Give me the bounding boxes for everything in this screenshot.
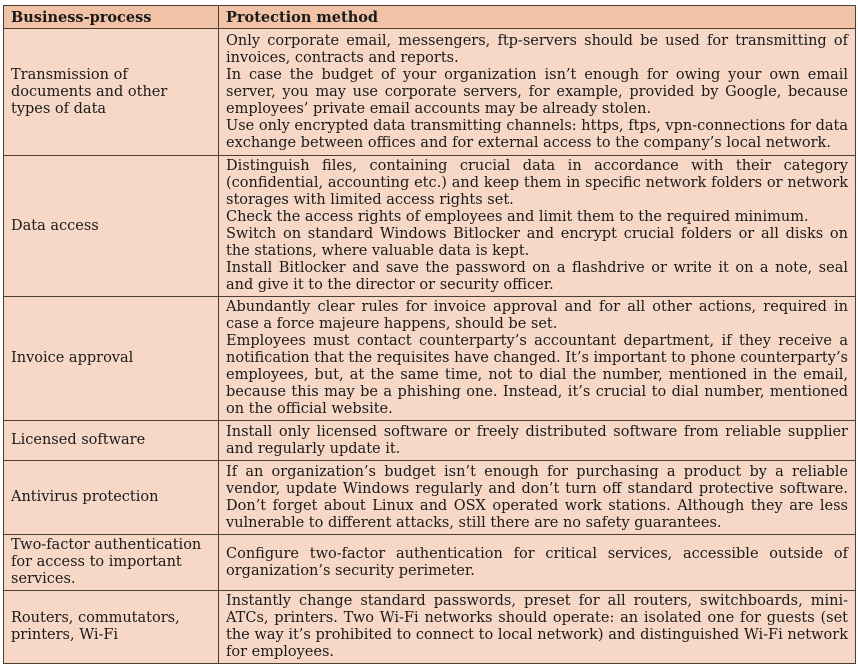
header-protection-method: Protection method <box>219 6 856 29</box>
header-business-process: Business-process <box>4 6 219 29</box>
table-row <box>4 156 856 297</box>
method-paragraph: In case the budget of your organization isn’t enough for owing your own email server, you may use corporate servers, for example, provided by Google, because employees’ private email accounts may be already stolen. <box>226 66 848 117</box>
process-cell: Two-factor authentication for access to important services. <box>4 535 219 591</box>
method-paragraph: Configure two-factor authentication for critical services, accessible outside of organization’s security perimeter. <box>226 545 848 579</box>
process-cell: Transmission of documents and other types of data <box>4 29 219 156</box>
protection-table-container <box>3 5 855 660</box>
method-cell <box>219 297 856 421</box>
table-header-row <box>4 6 856 29</box>
process-cell: Invoice approval <box>4 297 219 421</box>
method-paragraph: Abundantly clear rules for invoice approval and for all other actions, required in case a force majeure happens, should be set. <box>226 299 848 332</box>
method-paragraph: Check the access rights of employees and limit them to the required minimum. <box>226 209 809 225</box>
method-cell <box>219 461 856 535</box>
process-cell: Antivirus protection <box>4 461 219 535</box>
method-paragraph: Install only licensed software or freely distributed software from reliable supplier and regularly update it. <box>226 423 848 457</box>
table-row <box>4 461 856 535</box>
method-cell <box>219 29 856 156</box>
method-cell <box>219 535 856 591</box>
method-paragraph: Switch on standard Windows Bitlocker and encrypt crucial folders or all disks on the stations, where valuable data is kept. <box>226 226 848 259</box>
process-cell: Routers, commutators, printers, Wi-Fi <box>4 591 219 664</box>
protection-methods-table <box>3 5 856 664</box>
table-row <box>4 297 856 421</box>
method-cell <box>219 156 856 297</box>
table-row <box>4 29 856 156</box>
method-cell <box>219 421 856 461</box>
method-paragraph: Install Bitlocker and save the password on a flashdrive or write it on a note, seal and give it to the director or security officer. <box>226 260 848 293</box>
method-paragraph: Distinguish files, containing crucial data in accordance with their category (confidential, accounting etc.) and keep them in specific network folders or network storages with limited access rights set. <box>226 158 848 208</box>
method-paragraph: Instantly change standard passwords, preset for all routers, switchboards, mini-ATCs, printers. Two Wi-Fi networks should operate: an isolated one for guests (set the way it’s prohibited to connect to local network) and distinguished Wi-Fi network for employees. <box>226 593 848 660</box>
method-paragraph: Only corporate email, messengers, ftp-servers should be used for transmitting of invoices, contracts and reports. <box>226 32 848 66</box>
table-row <box>4 535 856 591</box>
method-paragraph: Use only encrypted data transmitting channels: https, ftps, vpn-connections for data exchange between offices and for external access to the company’s local network. <box>226 117 848 151</box>
process-cell: Licensed software <box>4 421 219 461</box>
method-paragraph: If an organization’s budget isn’t enough for purchasing a product by a reliable vendor, update Windows regularly and don’t turn off standard protective software. Don’t forget about Linux and OSX operated work stations. Although they are less vulnerable to different attacks, still there are no safety guarantees. <box>226 463 848 531</box>
table-row <box>4 421 856 461</box>
method-paragraph: Employees must contact counterparty’s accountant department, if they receive a notification that the requisites have changed. It’s important to phone counterparty’s employees, but, at the same time, not to dial the number, mentioned in the email, because this may be a phishing one. Instead, it’s crucial to dial number, mentioned on the official website. <box>226 333 848 417</box>
process-cell: Data access <box>4 156 219 297</box>
table-row <box>4 591 856 664</box>
method-cell <box>219 591 856 664</box>
